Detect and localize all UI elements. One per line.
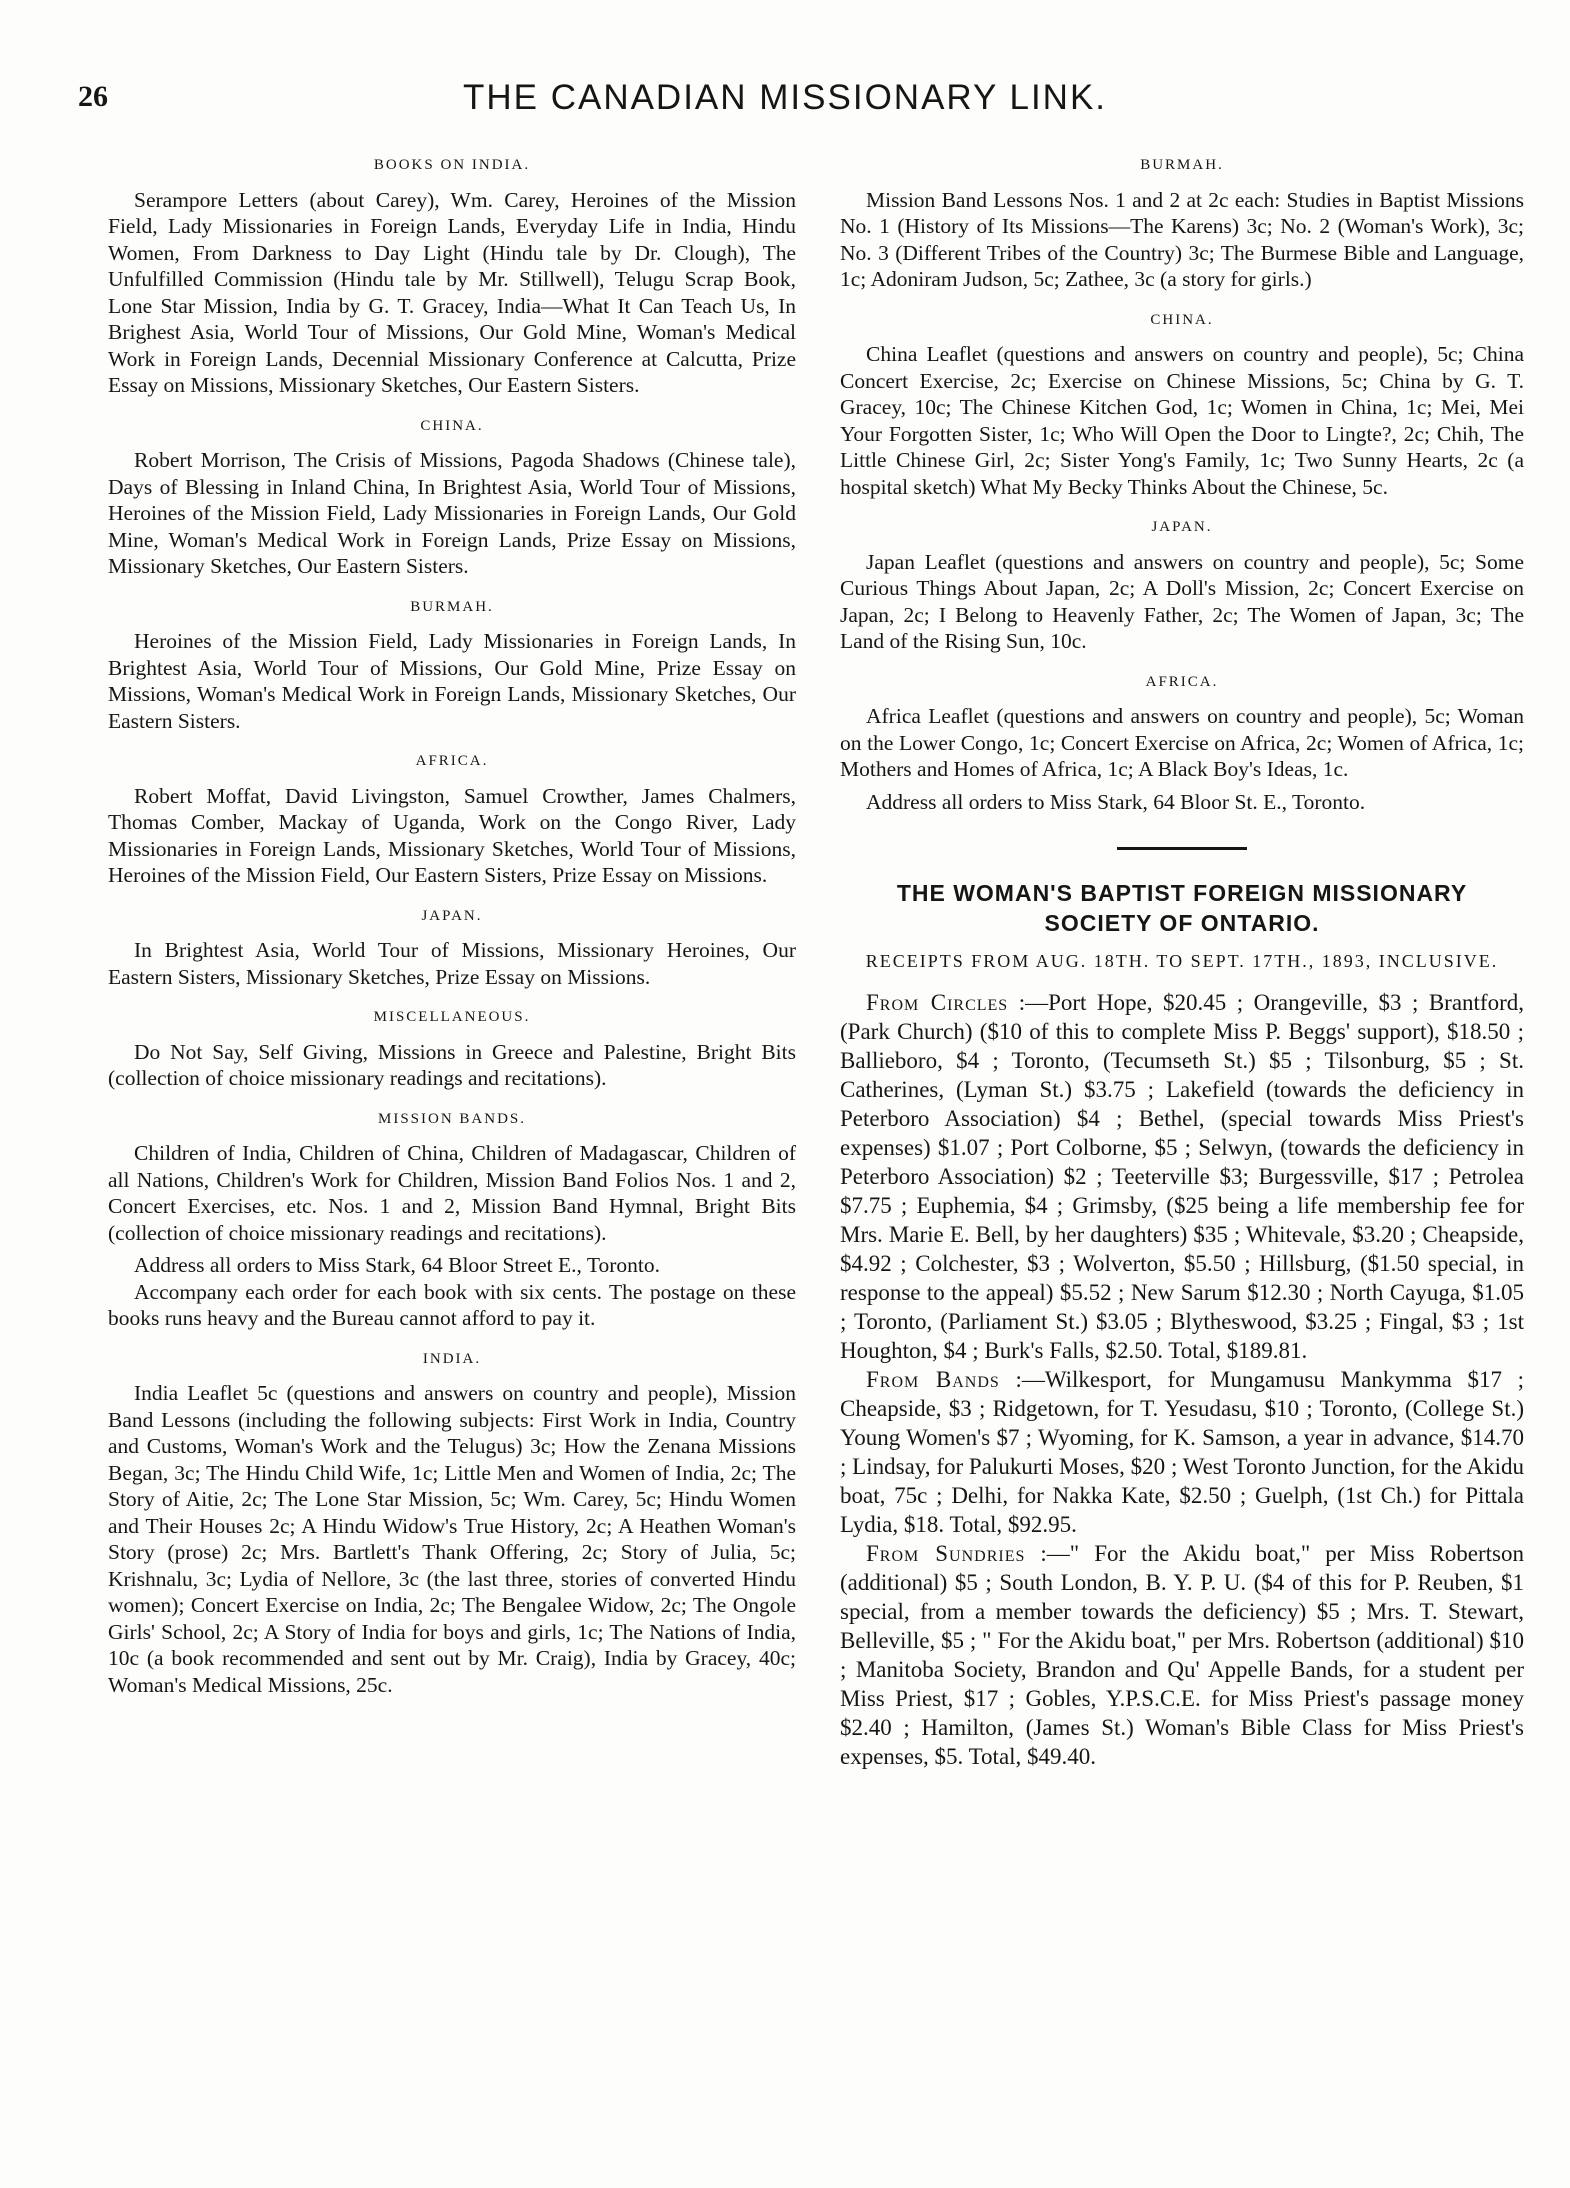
burmah-books-text: Heroines of the Mission Field, Lady Missionaries in Foreign Lands, In Brightest Asia, World Tour of Missions, Our Gold Mine, Prize Essay on Missions, Woman's Medical Work in Foreign Lands, Missionary Sketches, Our Eastern Sisters. <box>108 629 796 733</box>
section-divider <box>1117 847 1247 850</box>
leaflets-order-address: Address all orders to Miss Stark, 64 Bloor St. E., Toronto. <box>866 789 1366 814</box>
sundries-lead: From Sundries <box>866 1541 1026 1566</box>
section-heading-india: INDIA. <box>422 1350 482 1367</box>
sundries-text: :—" For the Akidu boat," per Miss Robertson (additional) $5 ; South London, B. Y. P. U. ($4 of this for P. Reuben, $1 special, from a member towards the deficiency) $5 ; Mrs. T. Stewart, Belleville, $5 ; " For the Akidu boat," per Mrs. Robertson (additional) $10 ; Manitoba Society, Brandon and Qu' Appelle Bands, for a student per Miss Priest, $17 ; Gobles, Y.P.S.C.E. for Miss Priest's passage money $2.40 ; Hamilton, (James St.) Woman's Bible Class for Miss Priest's expenses, $5. Total, $49.40. <box>840 1541 1524 1769</box>
section-heading-africa: AFRICA. <box>415 753 489 769</box>
leaflet-heading-africa: AFRICA. <box>1145 673 1219 690</box>
india-leaflets-text: India Leaflet 5c (questions and answers on country and people), Mission Band Lessons (including the following subjects: First Work in India, Country and Customs, Woman's Work and the Telugus) 3c; How the Zenana Missions Began, 3c; The Hindu Child Wife, 1c; Little Men and Women of India, 2c; The Story of Aitie, 2c; The Lone Star Mission, 5c; Wm. Carey, 5c; Hindu Women and Their Houses 2c; A Hindu Widow's True History, 2c; A Heathen Woman's Story (prose) 2c; Mrs. Bartlett's Thank Offering, 2c; Story of Julia, 5c; Krishnalu, 3c; Lydia of Nellore, 3c (the last three, stories of converted Hindu women); Concert Exercise on India, 2c; The Bengalee Widow, 2c; The Ongole Girls' School, 2c; A Story of India for boys and girls, 1c; The Nations of India, 10c (a book recommended and sent out by Mr. Craig), India by Gracey, 40c; Woman's Medical Missions, 25c. <box>108 1381 796 1697</box>
receipts-list <box>840 988 1524 1771</box>
burmah-leaflets-text: Mission Band Lessons Nos. 1 and 2 at 2c each: Studies in Baptist Missions No. 1 (History of Its Missions—The Karens) 3c; No. 2 (Woman's Work), 3c; No. 3 (Different Tribes of the Country) 3c; The Burmese Bible and Language, 1c; Adoniram Judson, 5c; Zathee, 3c (a story for girls.) <box>840 187 1524 291</box>
china-books-text: Robert Morrison, The Crisis of Missions, Pagoda Shadows (Chinese tale), Days of Blessing in Inland China, In Brightest Asia, World Tour of Missions, Heroines of the Mission Field, Lady Missionaries in Foreign Lands, Our Gold Mine, Woman's Medical Work in Foreign Lands, Prize Essay on Missions, Missionary Sketches, Our Eastern Sisters. <box>108 448 796 578</box>
section-heading-japan: JAPAN. <box>421 907 483 924</box>
receipts-from-sundries <box>840 1539 1524 1771</box>
section-heading-miscellaneous: MISCELLANEOUS. <box>373 1009 531 1025</box>
mission-bands-books-text: Children of India, Children of China, Children of Madagascar, Children of all Nations, Children's Work for Children, Mission Band Folios Nos. 1 and 2, Concert Exercises, etc. Nos. 1 and 2, Mission Band Hymnal, Bright Bits (collection of choice missionary readings and recitations). <box>108 1141 796 1245</box>
leaflet-heading-japan: JAPAN. <box>1151 519 1213 535</box>
receipts-from-bands <box>840 1365 1524 1539</box>
japan-books-text: In Brightest Asia, World Tour of Missions, Missionary Heroines, Our Eastern Sisters, Missionary Sketches, Prize Essay on Missions. <box>108 938 796 989</box>
books-on-india-text: Serampore Letters (about Carey), Wm. Carey, Heroines of the Mission Field, Lady Missionaries in Foreign Lands, Everyday Life in India, Hindu Women, From Darkness to Day Light (Hindu tale by Dr. Clough), The Unfulfilled Commission (Hindu tale by Mr. Stillwell), Telugu Scrap Book, Lone Star Mission, India by G. T. Gracey, India—What It Can Teach Us, In Brighest Asia, World Tour of Missions, Our Gold Mine, Woman's Medical Work in Foreign Lands, Decennial Missionary Conference at Calcutta, Prize Essay on Missions, Missionary Sketches, Our Eastern Sisters. <box>108 187 796 397</box>
africa-books-text: Robert Moffat, David Livingston, Samuel Crowther, James Chalmers, Thomas Comber, Mackay of Uganda, Work on the Congo River, Lady Missionaries in Foreign Lands, Missionary Sketches, World Tour of Missions, Heroines of the Mission Field, Our Eastern Sisters, Prize Essay on Missions. <box>108 783 796 887</box>
receipts-heading: RECEIPTS FROM AUG. 18TH. TO SEPT. 17TH., 1893, INCLUSIVE. <box>865 951 1499 971</box>
postage-note: Accompany each order for each book with six cents. The postage on these books runs heavy and the Bureau cannot afford to pay it. <box>108 1279 796 1330</box>
books-order-address: Address all orders to Miss Stark, 64 Bloor Street E., Toronto. <box>134 1253 660 1277</box>
receipts-from-circles <box>840 988 1524 1365</box>
section-heading-china: CHINA. <box>420 417 484 434</box>
bands-text: :—Wilkesport, for Mungamusu Mankymma $17 ; Cheapside, $3 ; Ridgetown, for T. Yesudasu, $10 ; Toronto, (College St.) Young Women's $7 ; Wyoming, for K. Samson, a year in advance, $14.70 ; Lindsay, for Palukurti Moses, $20 ; West Toronto Junction, for the Akidu boat, 75c ; Delhi, for Nakka Kate, $2.50 ; Guelph, (1st Ch.) for Pittala Lydia, $18. Total, $92.95. <box>840 1367 1525 1537</box>
masthead-title: THE CANADIAN MISSIONARY LINK. <box>462 78 1108 117</box>
miscellaneous-books-text: Do Not Say, Self Giving, Missions in Greece and Palestine, Bright Bits (collection of choice missionary readings and recitations). <box>108 1039 796 1090</box>
leaflet-heading-burmah: BURMAH. <box>1140 157 1224 173</box>
circles-text: :—Port Hope, $20.45 ; Orangeville, $3 ; Brantford, (Park Church) ($10 of this to complete Miss P. Beggs' support), $18.50 ; Ballieboro, $4 ; Toronto, (Tecumseth St.) $5 ; Tilsonburg, $5 ; St. Catherines, (Lyman St.) $3.75 ; Lakefield (towards the deficiency in Peterboro Association) $4 ; Bethel, (special towards Miss Priest's expenses) $1.07 ; Port Colborne, $5 ; Selwyn, (towards the deficiency in Peterboro Association) $2 ; Teeterville $3; Burgessville, $17 ; Petrolea $7.75 ; Euphemia, $4 ; Grimsby, ($25 being a life membership fee for Mrs. Marie E. Bell, by her daughters) $35 ; Whitevale, $3.20 ; Cheapside, $4.92 ; Colchester, $3 ; Wolverton, $5.50 ; Hillsburg, ($1.50 special, in response to the appeal) $5.52 ; New Sarum $12.30 ; North Cayuga, $1.05 ; Toronto, (Parliament St.) $3.05 ; Blytheswood, $3.25 ; Fingal, $3 ; 1st Houghton, $4 ; Burk's Falls, $2.50. Total, $189.81. <box>840 990 1525 1363</box>
section-heading-mission-bands: MISSION BANDS. <box>377 1110 527 1127</box>
right-column <box>840 152 1524 1771</box>
circles-lead: From Circles <box>866 990 1009 1015</box>
bands-lead: From Bands <box>866 1367 1000 1392</box>
leaflet-heading-china: CHINA. <box>1150 311 1214 328</box>
section-heading-books-on-india: BOOKS ON INDIA. <box>373 157 531 173</box>
page-number: 26 <box>78 80 108 113</box>
africa-leaflets-text: Africa Leaflet (questions and answers on country and people), 5c; Woman on the Lower Congo, 1c; Concert Exercise on Africa, 2c; Women of Africa, 1c; Mothers and Homes of Africa, 1c; A Black Boy's Ideas, 1c. <box>840 704 1524 781</box>
left-column <box>108 152 796 1698</box>
japan-leaflets-text: Japan Leaflet (questions and answers on country and people), 5c; Some Curious Things About Japan, 2c; A Doll's Mission, 2c; Concert Exercise on Japan, 2c; I Belong to Heavenly Father, 2c; The Women of Japan, 3c; The Land of the Rising Sun, 10c. <box>840 549 1524 653</box>
china-leaflets-text: China Leaflet (questions and answers on country and people), 5c; China Concert Exercise, 2c; Exercise on Chinese Missions, 5c; China by G. T. Gracey, 10c; The Chinese Kitchen God, 1c; Women in China, 1c; Mei, Mei Your Forgotten Sister, 1c; Who Will Open the Door to Lingte?, 2c; Chih, The Little Chinese Girl, 2c; Sister Yong's Family, 1c; Two Sunny Hearts, 2c (a hospital sketch) What My Becky Thinks About the Chinese, 5c. <box>840 342 1524 499</box>
section-heading-burmah: BURMAH. <box>410 598 494 615</box>
society-title: THE WOMAN'S BAPTIST FOREIGN MISSIONARY SOCIETY OF ONTARIO. <box>896 880 1468 936</box>
